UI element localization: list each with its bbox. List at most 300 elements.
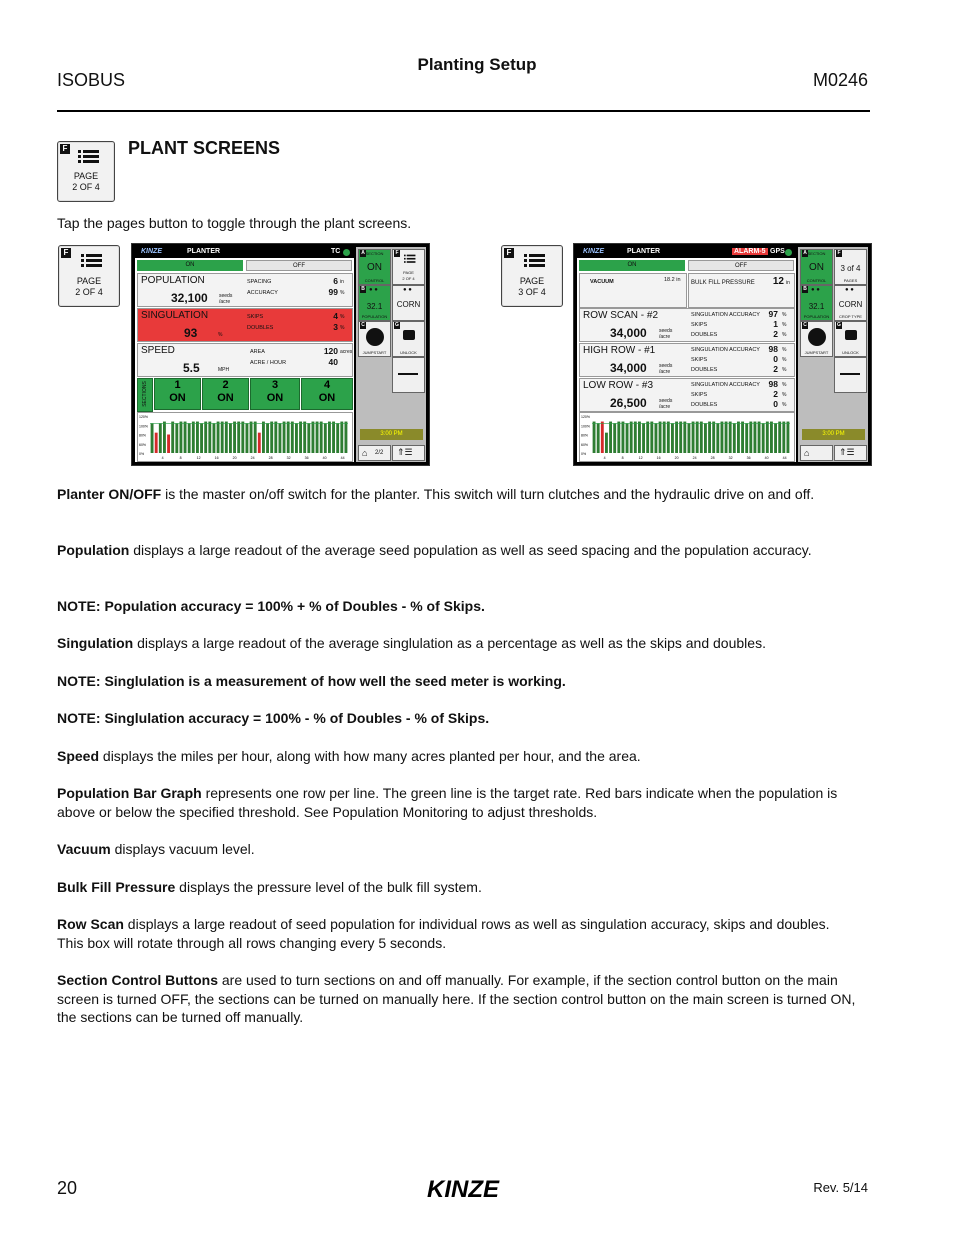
paragraph-term: Population [57,542,130,558]
graph-bar [741,422,744,453]
graph-bar [217,422,220,453]
graph-bar [749,422,752,453]
crop-type-value: CORN [838,300,863,309]
graph-bar [766,422,769,453]
graph-bar [200,423,203,453]
graph-bar [716,423,719,453]
seed-icon: ● ● [811,287,820,293]
area-value: 120 [323,346,338,356]
paragraph [57,971,857,1027]
graph-bar [151,423,154,453]
graph-bar [299,422,302,453]
graph-bar [188,423,191,453]
header-left: ISOBUS [57,70,126,90]
graph-bar [617,422,620,453]
screen-title: PLANTER [187,248,221,255]
graph-bar [163,422,166,453]
graph-bar [340,422,343,453]
screen1-main [135,247,354,462]
section-control-button[interactable] [800,249,833,285]
spacing-value: 6 [333,276,338,286]
paragraph-term: NOTE: Singlulation is a measurement of how well the seed meter is working. [57,673,566,689]
brand-logo: KINZE [141,248,162,255]
planter-icon-button[interactable] [834,357,867,393]
paragraph-term: Row Scan [57,916,124,932]
vacuum-label: VACUUM [590,279,614,285]
unlock-icon [403,330,415,340]
doubles-label: DOUBLES [691,332,718,338]
key-letter: B [803,286,807,292]
graph-bar [262,422,265,453]
graph-bar [650,422,653,453]
spacing-label: SPACING [247,279,272,285]
graph-bar [737,422,740,453]
screen1-side-panel [356,247,426,462]
paragraph-body: displays the pressure level of the bulk fill system. [175,879,482,895]
accuracy-value: 97 [768,309,778,319]
graph-bar [654,423,657,453]
graph-bar [324,423,327,453]
section-control-label: CONTROL [364,278,385,283]
planter-icon [840,373,860,375]
graph-xtick: 12 [638,456,643,460]
key-letter: B [361,286,365,292]
side-page-button[interactable] [392,249,425,285]
graph-bar [320,422,323,453]
planter-off-button[interactable]: OFF [688,260,794,271]
rate-value: 40 [328,357,338,367]
graph-bar [237,422,240,453]
seed-icon: ● ● [403,287,412,293]
graph-bar [626,423,629,453]
skips-label: SKIPS [691,392,708,398]
graph-bar [720,422,723,453]
page-sub: 2 OF 4 [72,182,100,192]
row-value: 26,500 [610,396,647,410]
graph-ytick: 80% [139,433,147,438]
doubles-value: 2 [773,329,778,339]
graph-xtick: 40 [322,456,327,460]
graph-bar [212,423,215,453]
page-sub: 3 OF 4 [518,287,546,297]
population-adjust-label: POPULATION [361,314,388,319]
menu-icon: ⇑☰ [397,447,413,457]
brand-logo: KINZE [583,248,604,255]
graph-bar [278,423,281,453]
planter-on-button[interactable]: ON [579,260,685,271]
doubles-label: DOUBLES [247,325,274,331]
population-adjust-value: 32.1 [808,302,825,311]
graph-bar [336,423,339,453]
skips-value: 4 [333,311,338,321]
crop-type-button[interactable] [392,285,425,321]
graph-xtick: 28 [268,456,273,460]
paragraph [57,541,857,560]
screen2-main [577,247,796,462]
skips-label: SKIPS [691,357,708,363]
key-letter: F [837,250,841,256]
paragraph-term: Section Control Buttons [57,972,218,988]
doubles-label: DOUBLES [691,402,718,408]
side-pages-value: 3 of 4 [840,264,861,273]
graph-bar [638,422,641,453]
graph-bar [696,422,699,453]
graph-bar [291,422,294,453]
sections-label-box [137,378,153,412]
section-state: ON [217,392,234,404]
graph-bar [663,422,666,453]
unlock-icon [845,330,857,340]
bulk-fill-label: BULK FILL PRESSURE [691,280,755,286]
paragraph [57,784,857,821]
clock: 3:00 PM [802,429,865,440]
pages-icon [404,254,416,264]
graph-xtick: 24 [692,456,697,460]
status-tc: TC [331,248,341,255]
jumpstart-label: JUMPSTART [804,350,829,355]
pages-icon [81,254,103,270]
doubles-value: 0 [773,399,778,409]
row-label: LOW ROW - #3 [583,380,654,391]
graph-bar [778,422,781,453]
pct-unit: % [782,402,787,408]
area-label: AREA [250,349,265,355]
accuracy-value: 98 [768,379,778,389]
alarm-badge[interactable]: ALARM-5 [734,248,766,255]
population-adjust-button[interactable] [358,285,391,321]
paragraph-term: NOTE: Population accuracy = 100% + % of Doubles - % of Skips. [57,598,485,614]
section-control-label: CONTROL [806,278,827,283]
pct-unit: % [782,392,787,398]
screen2-side-panel [798,247,868,462]
graph-xtick: 4 [603,456,606,460]
graph-bar [179,422,182,453]
speed-value: 5.5 [183,361,200,375]
population-adjust-button[interactable] [800,285,833,321]
graph-bar [233,422,236,453]
spacing-unit: in [340,279,344,285]
graph-bar [774,423,777,453]
graph-bar [167,435,170,454]
singulation-unit: % [218,332,223,338]
rate-label: ACRE / HOUR [250,360,287,366]
graph-xtick: 12 [196,456,201,460]
population-bar-graph [579,412,795,462]
paragraph [57,915,857,952]
pct-unit: % [782,367,787,373]
paragraph-term: Planter ON/OFF [57,486,162,502]
screen1-topbar [135,247,354,258]
graph-bar [667,422,670,453]
jumpstart-icon [808,328,826,346]
home-icon: ⌂ [362,448,368,458]
row-unit: seeds /acre [659,328,673,340]
graph-xtick: 36 [746,456,751,460]
page-label: PAGE [73,171,99,181]
intro-text: Tap the pages button to toggle through the plant screens. [57,215,412,231]
paragraph-body: are used to turn sections on and off manually. For example, if the section control button on the main screen is turned OFF, the sections can be turned on manually here. If the section control button on the main screen is turned ON, the sections can be turned off manually. [57,972,856,1025]
section-1-button[interactable] [154,378,201,410]
bulk-fill-value: 12 [772,276,784,287]
revision: Rev. 5/14 [813,1180,868,1195]
graph-ytick: 0% [139,452,145,456]
skips-value: 1 [773,319,778,329]
page-label: PAGE [519,276,545,286]
key-letter: C [803,322,807,328]
population-label: POPULATION [141,275,205,286]
crop-type-value: CORN [396,300,421,309]
home-button[interactable] [358,445,391,461]
section-state: ON [169,392,186,404]
graph-xtick: 20 [232,456,237,460]
population-adjust-value: 32.1 [366,302,383,311]
graph-bar [229,423,232,453]
graph-bar [159,423,162,453]
graph-bar [250,422,253,453]
graph-ytick: 60% [581,442,589,447]
graph-bar [311,422,314,453]
graph-bar [642,423,645,453]
graph-ytick: 120% [581,415,590,419]
low-row-panel [579,378,795,412]
doubles-label: DOUBLES [691,367,718,373]
menu-button[interactable] [834,445,867,461]
graph-bar [254,422,257,453]
graph-bar [758,422,761,453]
graph-bar [221,422,224,453]
graph-bar [593,422,596,453]
paragraph-term: Singulation [57,635,134,651]
header-rule [57,110,870,112]
doubles-value: 3 [333,322,338,332]
graph-xtick: 32 [286,456,291,460]
plant-screen-2 [131,243,430,466]
planter-off-button[interactable]: OFF [246,260,352,271]
section-title: PLANT SCREENS [128,138,281,158]
plant-screen-3 [573,243,872,466]
graph-xtick: 20 [674,456,679,460]
paragraph [57,672,857,691]
paragraph-term: NOTE: Singlulation accuracy = 100% - % of Doubles - % of Skips. [57,710,490,726]
accuracy-label: SINGULATION ACCURACY [691,347,760,353]
graph-bar [307,423,310,453]
section-number: 3 [271,379,279,391]
section-control-state: ON [809,262,824,273]
section-state: ON [266,392,284,404]
accuracy-unit: % [340,290,345,296]
population-unit: seeds /acre [219,293,233,305]
paragraph [57,485,857,504]
unlock-button[interactable] [834,321,867,357]
graph-bar [782,422,785,453]
section-2-button[interactable] [202,378,249,410]
gps-led-icon [785,249,792,256]
paragraph [57,747,857,766]
section-4-button[interactable] [301,378,353,410]
jumpstart-button[interactable] [800,321,833,357]
graph-bar [332,422,335,453]
seed-icon: ● ● [369,287,378,293]
graph-bar [344,422,347,453]
graph-xtick: 8 [621,456,624,460]
menu-button[interactable] [392,445,425,461]
graph-bar [700,422,703,453]
graph-bar [646,422,649,453]
key-letter: F [395,250,399,256]
graph-xtick: 16 [214,456,219,460]
status-led-icon [343,249,350,256]
paragraph-body: is the master on/off switch for the planter. This switch will turn clutches and the hydraulic drive on and off. [161,486,815,502]
graph-bar [303,422,306,453]
paragraph [57,840,857,859]
speed-panel [137,343,353,377]
planter-icon [398,373,418,375]
unlock-label: UNLOCK [400,350,417,355]
pct-unit: % [782,332,787,338]
side-pages-label: PAGES [843,278,858,283]
unlock-label: UNLOCK [842,350,859,355]
graph-bar [155,433,158,453]
paragraph-body: displays a large readout of seed population for individual rows as well as singulation accuracy, skips and doubles. This box will rotate through all rows changing every 5 seconds. [57,916,830,951]
graph-ytick: 80% [581,433,589,438]
graph-bar [175,423,178,453]
accuracy-value: 98 [768,344,778,354]
row-label: HIGH ROW - #1 [583,345,656,356]
skips-unit: % [340,314,345,320]
vacuum-value: 18.2 in [664,277,681,283]
jumpstart-button[interactable] [358,321,391,357]
side-page-sub: 2 OF 4 [402,276,415,281]
page-number: 20 [57,1178,78,1198]
crop-type-button[interactable] [834,285,867,321]
side-pages-button[interactable] [834,249,867,285]
key-letter: F [504,248,514,258]
graph-ytick: 0% [581,452,587,456]
graph-bar [328,422,331,453]
key-letter: F [60,144,70,154]
singulation-panel [137,308,353,342]
unlock-button[interactable] [392,321,425,357]
bulk-fill-unit: in [786,280,790,286]
key-letter: F [61,248,71,258]
pages-icon [78,150,100,166]
gps-status: GPS [770,248,785,255]
page-button-example[interactable] [57,141,115,202]
graph-bar [704,423,707,453]
population-adjust-label: POPULATION [803,314,830,319]
vacuum-panel [579,273,687,308]
graph-bar [295,423,298,453]
graph-bar [770,422,773,453]
graph-bar [605,433,608,453]
graph-bar [679,422,682,453]
graph-bar [729,422,732,453]
row-value: 34,000 [610,326,647,340]
graph-bar [274,422,277,453]
speed-unit: MPH [218,367,230,373]
graph-xtick: 32 [728,456,733,460]
kinze-logo [404,1175,522,1203]
paragraph-term: Bulk Fill Pressure [57,879,176,895]
graph-bar [316,422,319,453]
skips-label: SKIPS [247,314,264,320]
graph-bar [270,422,273,453]
graph-bar [208,422,211,453]
home-icon: ⌂ [804,448,810,458]
paragraph-term: Vacuum [57,841,111,857]
doubles-unit: % [340,325,345,331]
speed-label: SPEED [141,345,175,356]
graph-bar [283,422,286,453]
graph-bar [745,423,748,453]
section-3-button[interactable] [250,378,300,410]
area-unit: acres [340,349,353,355]
screen2-page-button[interactable] [501,245,563,307]
key-letter: G [837,322,841,328]
paragraph-body: displays a large readout of the average seed population as well as seed spacing and the population accuracy. [129,542,812,558]
planter-icon-button[interactable] [392,357,425,393]
graph-xtick: 4 [161,456,164,460]
side-page-label: PAGE [403,270,414,275]
graph-bar [687,423,690,453]
row-unit: seeds /acre [659,363,673,375]
graph-bar [675,422,678,453]
accuracy-value: 99 [328,287,338,297]
graph-bar [171,422,174,453]
seed-icon: ● ● [845,287,854,293]
population-value: 32,100 [171,291,208,305]
jumpstart-label: JUMPSTART [362,350,387,355]
screen2-topbar [577,247,796,258]
header-right: M0246 [812,70,868,90]
paragraph [57,597,857,616]
sections-label: SECTIONS [142,381,148,407]
section-number: 4 [323,379,331,391]
graph-bar [241,422,244,453]
graph-xtick: 16 [656,456,661,460]
graph-bar [725,422,728,453]
graph-xtick: 44 [340,456,345,460]
graph-bar [712,422,715,453]
graph-bar [184,422,187,453]
graph-bar [245,423,248,453]
graph-bar [258,433,261,453]
page-label: PAGE [76,276,102,286]
home-button[interactable] [800,445,833,461]
graph-bar [196,422,199,453]
graph-bar [609,422,612,453]
pct-unit: % [782,382,787,388]
header-title: Planting Setup [417,55,537,74]
population-bar-graph [137,412,353,462]
key-letter: C [361,322,365,328]
section-control-state: ON [367,262,382,273]
paragraph-body: represents one row per line. The green line is the target rate. Red bars indicate when the population is above or below the specified threshold. See Population Monitoring to adjust thresholds. [57,785,838,820]
graph-bar [266,423,269,453]
logo-text: KINZE [427,1176,499,1203]
paragraph-term: Population Bar Graph [57,785,202,801]
screen1-page-button[interactable] [58,245,120,307]
section-control-button[interactable] [358,249,391,285]
row-label: ROW SCAN - #2 [583,310,659,321]
pages-icon [524,254,546,270]
paragraph [57,634,857,653]
section-number: 2 [222,379,229,391]
planter-on-button[interactable]: ON [137,260,243,271]
page-indicator: 2/2 [375,450,384,456]
paragraph-body: displays vacuum level. [110,841,255,857]
menu-icon: ⇑☰ [839,447,855,457]
